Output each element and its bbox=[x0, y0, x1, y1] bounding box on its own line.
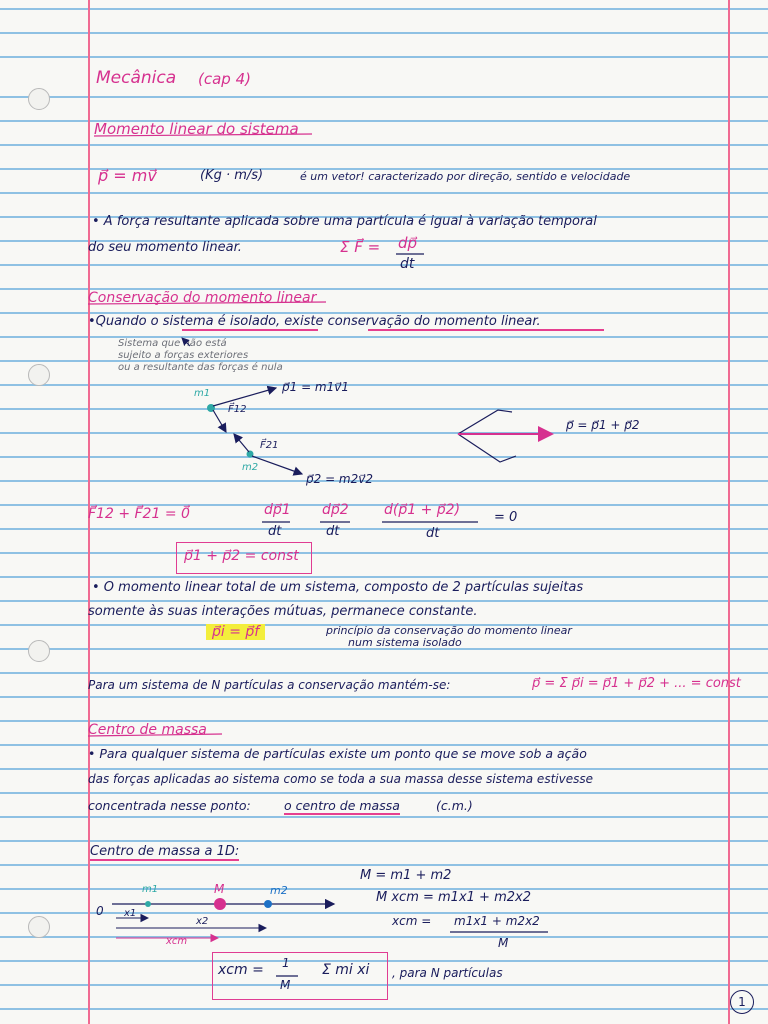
conservation-underline bbox=[88, 302, 326, 304]
deriv-dt-3: dt bbox=[426, 526, 440, 541]
deriv-dt-2: dt bbox=[326, 524, 340, 539]
p2-arrow bbox=[252, 456, 302, 474]
boxed-num: 1 bbox=[282, 956, 290, 970]
newton-statement-1: • A força resultante aplicada sobre uma partícula é igual à variação temporal bbox=[92, 214, 597, 229]
com-statement-3b: o centro de massa bbox=[284, 798, 400, 813]
chapter-label: (cap 4) bbox=[198, 70, 251, 88]
force-pair-equation: F⃗12 + F⃗21 = 0⃗ bbox=[88, 506, 190, 522]
section-heading-center-of-mass: Centro de massa bbox=[88, 722, 207, 738]
label-p1: p⃗1 = m1v⃗1 bbox=[282, 380, 349, 394]
axis-point-m1 bbox=[145, 901, 151, 907]
deriv-p2: dp⃗2 bbox=[322, 502, 349, 518]
xcm-eq-numerator: m1x1 + m2x2 bbox=[454, 914, 540, 928]
n-particle-statement: Para um sistema de N partículas a conservação mantém-se: bbox=[88, 678, 451, 692]
axis-point-M bbox=[214, 898, 226, 910]
com-statement-1: • Para qualquer sistema de partículas existe um ponto que se move sob a ação bbox=[88, 746, 587, 761]
isolated-system-statement: •Quando o sistema é isolado, existe conservação do momento linear. bbox=[88, 314, 541, 329]
p1-arrow bbox=[213, 388, 276, 406]
total-momentum-statement-1: • O momento linear total de um sistema, composto de 2 partículas sujeitas bbox=[92, 580, 584, 595]
newton-numerator: dp⃗ bbox=[398, 234, 418, 252]
mxcm-eq: M xcm = m1x1 + m2x2 bbox=[376, 890, 531, 905]
sum-p1-vector bbox=[458, 410, 512, 434]
principle-equation: p⃗i = p⃗f bbox=[206, 624, 265, 640]
principle-label-1: princípio da conservação do momento linear bbox=[326, 624, 572, 637]
page-number: 1 bbox=[730, 990, 754, 1014]
boxed-lhs: xcm = bbox=[218, 962, 264, 978]
section-heading-momentum: Momento linear do sistema bbox=[94, 120, 299, 138]
deriv-zero: = 0 bbox=[494, 510, 518, 525]
axis-label-m2: m2 bbox=[270, 884, 288, 897]
boxed-den: M bbox=[280, 978, 291, 992]
f21-arrow bbox=[234, 434, 249, 452]
momentum-units: (Kg · m/s) bbox=[200, 168, 264, 183]
page-title: Mecânica bbox=[96, 68, 177, 88]
isolated-note-3: ou a resultante das forças é nula bbox=[118, 362, 283, 373]
total-mass-eq: M = m1 + m2 bbox=[360, 868, 452, 883]
sum-p2-vector bbox=[458, 434, 516, 462]
momentum-formula: p⃗ = mv⃗ bbox=[98, 166, 157, 185]
isolated-note-1: Sistema que não está bbox=[118, 338, 227, 349]
com-heading-underline bbox=[88, 734, 222, 736]
com-statement-3a: concentrada nesse ponto: bbox=[88, 798, 251, 813]
com-statement-2: das forças aplicadas ao sistema como se toda a sua massa desse sistema estivesse bbox=[88, 772, 593, 786]
heading-underline bbox=[94, 134, 312, 136]
vector-sum-label: p⃗ = p⃗1 + p⃗2 bbox=[566, 418, 640, 432]
label-m1: m1 bbox=[194, 388, 211, 399]
axis-label-xcm: xcm bbox=[166, 936, 188, 947]
label-f12: F⃗12 bbox=[228, 404, 247, 415]
label-p2: p⃗2 = m2v⃗2 bbox=[306, 472, 373, 486]
axis-label-x1: x1 bbox=[124, 908, 137, 919]
axis-label-M: M bbox=[214, 882, 225, 896]
newton-statement-2: do seu momento linear. bbox=[88, 240, 242, 255]
xcm-eq-denominator: M bbox=[498, 936, 509, 950]
vector-note: é um vetor! caracterizado por direção, sentido e velocidade bbox=[300, 170, 631, 183]
boxed-note: , para N partículas bbox=[392, 966, 503, 980]
axis-point-m2 bbox=[264, 900, 272, 908]
com-statement-3c: (c.m.) bbox=[436, 798, 473, 813]
newton-denominator: dt bbox=[400, 256, 415, 272]
label-m2: m2 bbox=[242, 462, 259, 473]
momentum-const: p⃗1 + p⃗2 = const bbox=[184, 548, 299, 564]
f12-arrow bbox=[213, 410, 226, 432]
sub-heading-1d: Centro de massa a 1D: bbox=[90, 844, 240, 859]
newton-lhs: Σ F⃗ = bbox=[340, 238, 381, 256]
total-momentum-statement-2: somente às suas interações mútuas, permanece constante. bbox=[88, 604, 478, 619]
isolated-pointer-arrow bbox=[182, 338, 190, 346]
label-f21: F⃗21 bbox=[260, 440, 279, 451]
xcm-eq-lhs: xcm = bbox=[392, 914, 432, 928]
axis-label-x2: x2 bbox=[196, 916, 209, 927]
principle-label-2: num sistema isolado bbox=[348, 636, 462, 649]
deriv-dt-1: dt bbox=[268, 524, 282, 539]
axis-label-m1: m1 bbox=[142, 884, 159, 895]
section-heading-conservation: Conservação do momento linear bbox=[88, 290, 317, 306]
axis-origin: 0 bbox=[96, 904, 104, 918]
isolated-note-2: sujeito a forças exteriores bbox=[118, 350, 249, 361]
boxed-sum: Σ mi xi bbox=[322, 962, 370, 978]
deriv-sum: d(p⃗1 + p⃗2) bbox=[384, 502, 461, 518]
deriv-p1: dp⃗1 bbox=[264, 502, 291, 518]
n-particle-equation: p⃗ = Σ p⃗i = p⃗1 + p⃗2 + ... = const bbox=[532, 676, 741, 691]
